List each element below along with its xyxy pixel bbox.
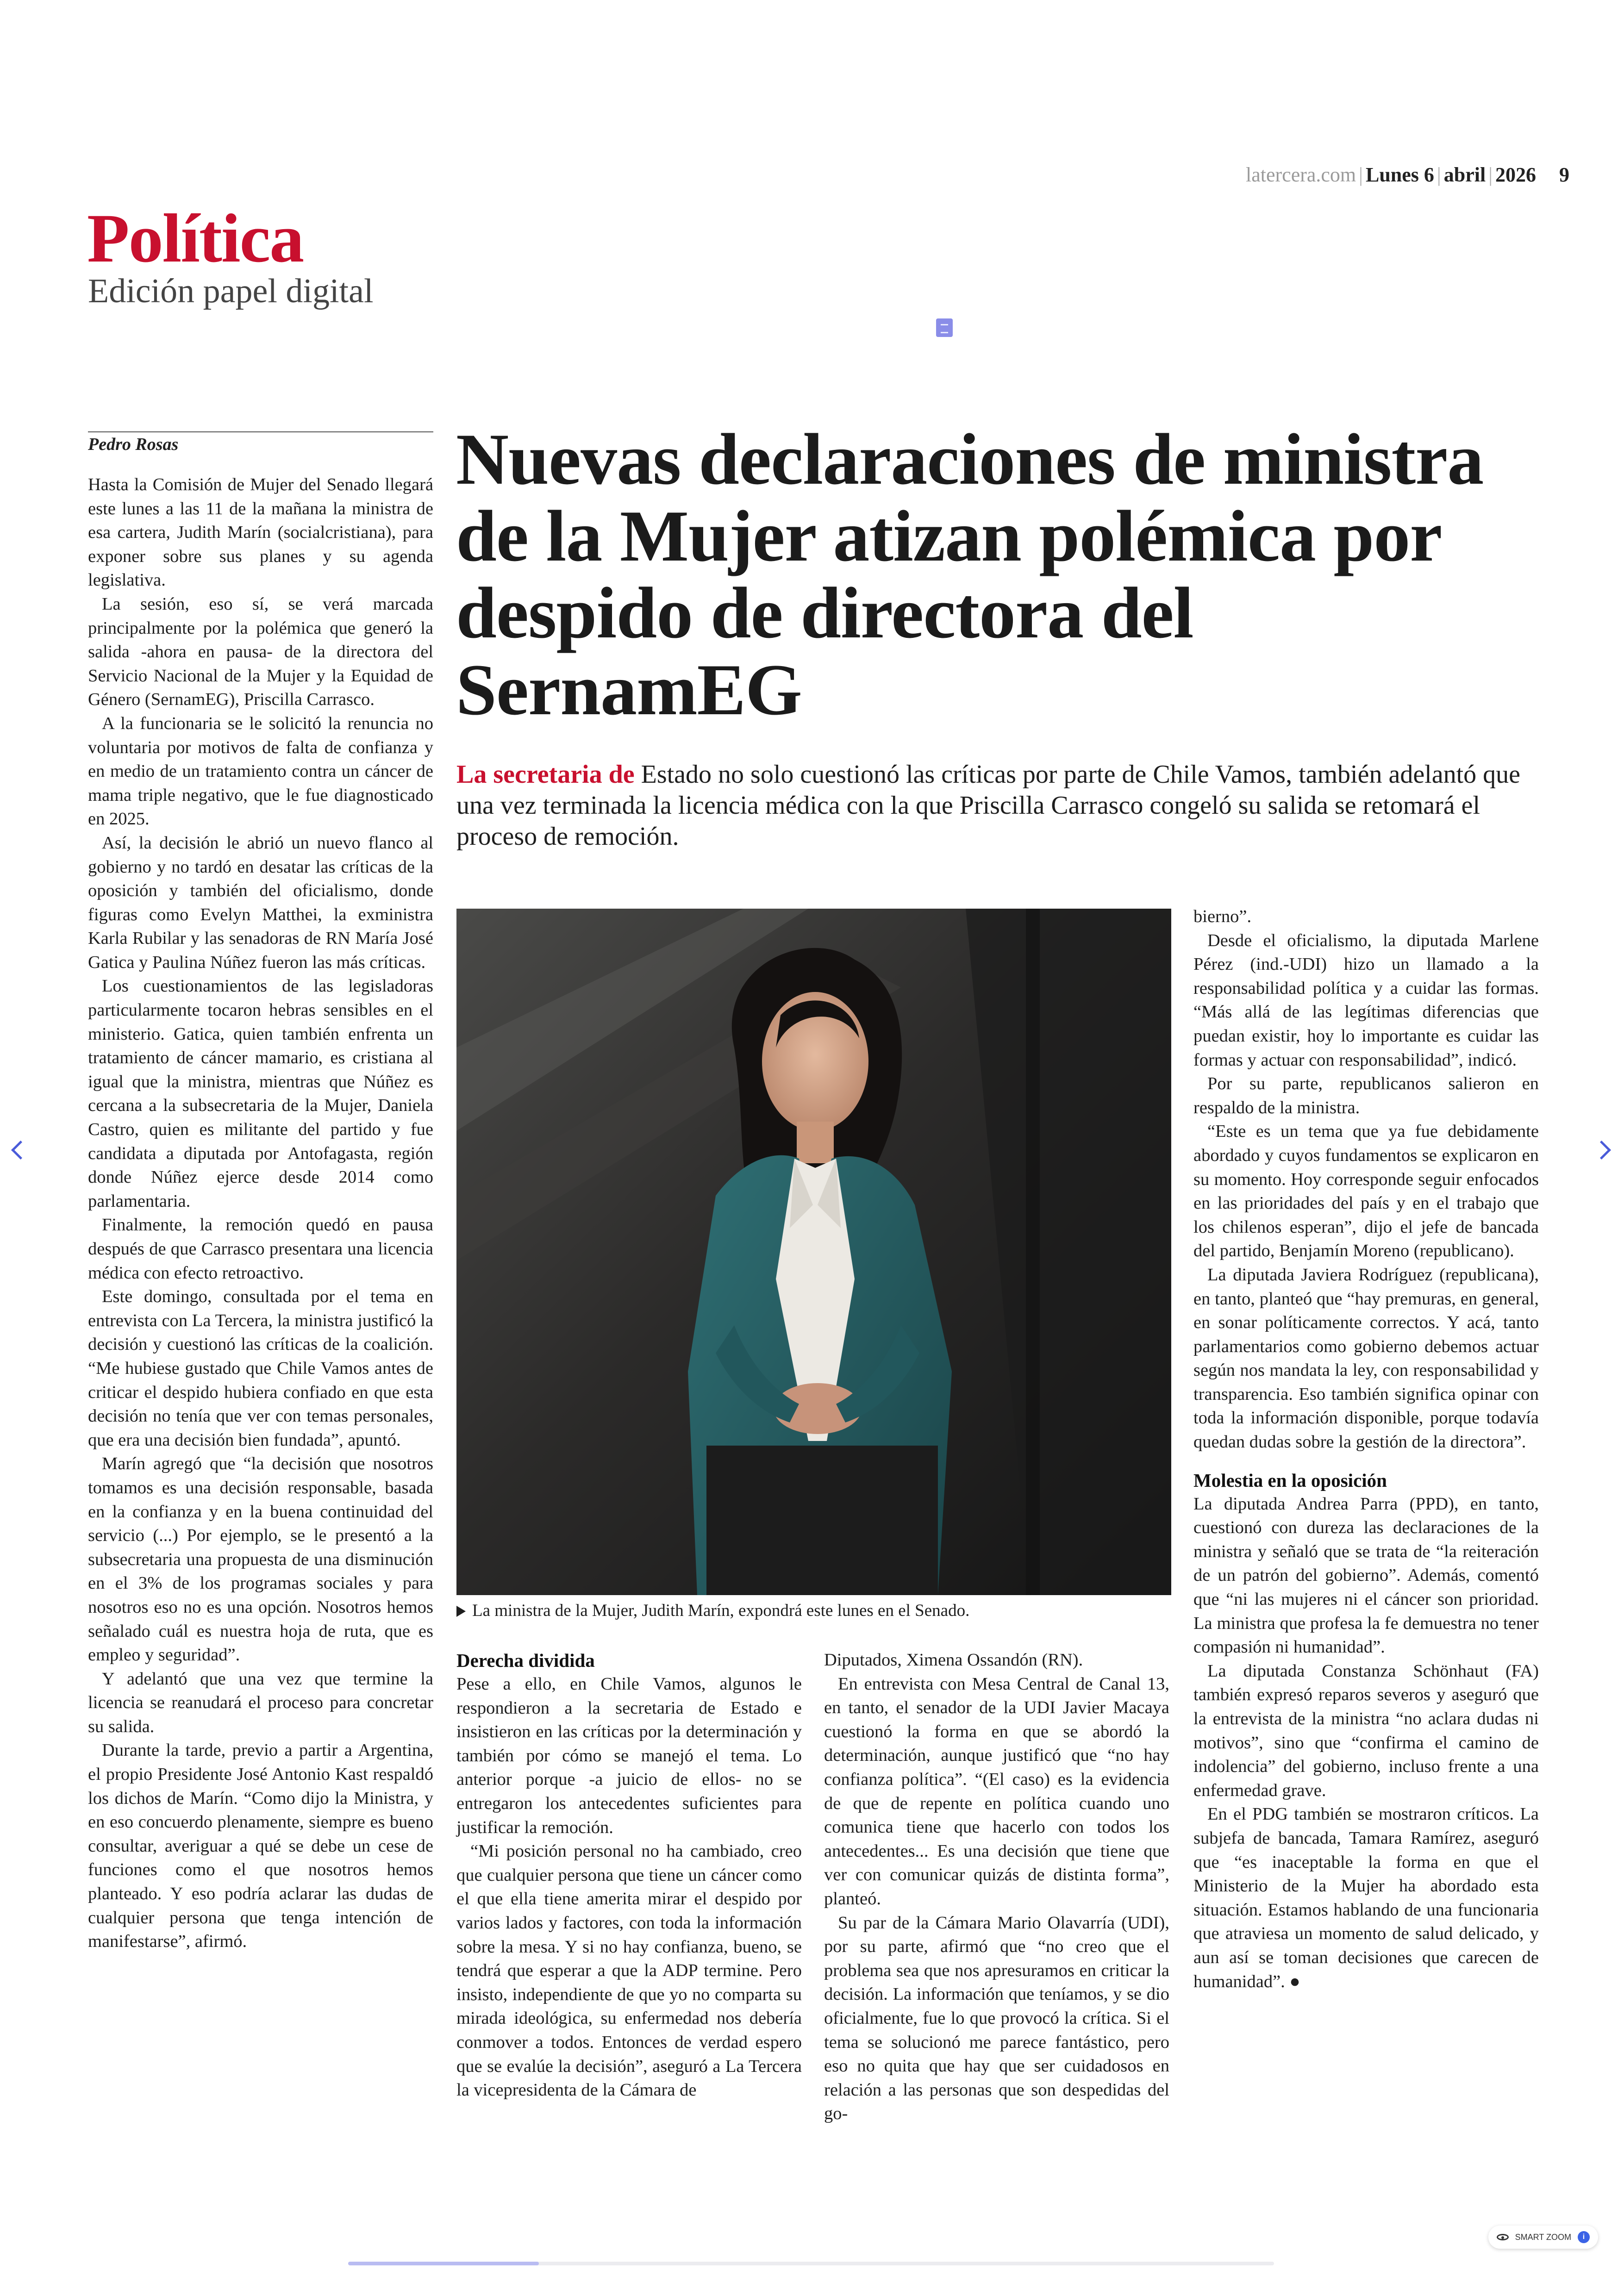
paragraph: Durante la tarde, previo a partir a Argentina, el propio Presidente José Antonio Kast respaldó los dichos de Marín. “Como dijo la Ministra, y en eso concuerdo plenamente, siempre es bueno consultar, averiguar a qué se debe un cese de funciones como el que nosotros hemos planteado. Y eso podría aclarar las dudas de cualquier persona que tenga intención de manifestarse”, afirmó. xyxy=(88,1740,433,1952)
paragraph: Este domingo, consultada por el tema en entrevista con La Tercera, la ministra justificó la decisión y cuestionó las críticas de la coalición. “Me hubiese gustado que Chile Vamos antes de criticar el despido hubiera confiado en que esta decisión no tenía que ver con temas personales, que era una decisión bien fundada”, apuntó. xyxy=(88,1287,433,1450)
paragraph: Los cuestionamientos de las legisladoras particularmente tocaron hebras sensibles en el ministerio. Gatica, quien también enfrenta un tratamiento de cáncer mamario, es cristiana al igual que la ministra, mientras que Núñez es cercana a la subsecretaria de la Mujer, Daniela Castro, quien es militante del partido y fue candidata a diputada por Antofagasta, región donde Núñez ejerce desde 2014 como parlamentaria. xyxy=(88,976,433,1211)
subheading-derecha-dividida: Derecha dividida xyxy=(456,1650,595,1671)
paragraph: “Mi posición personal no ha cambiado, creo que cualquier persona que tiene un cáncer como el que ella tiene amerita mirar el despido por varios lados y factores, con toda la información sobre la mesa. Y si no hay confianza, bueno, se tendrá que esperar a que la ADP termine. Pero insisto, independiente de que yo no comparta su mirada ideológica, su enfermedad nos debería conmover a todos. Entonces de verdad espero que se evalúe la decisión”, aseguró a La Tercera la vicepresidenta de la Cámara de xyxy=(456,1841,802,2100)
paragraph-text: En el PDG también se mostraron críticos. La subjefa de bancada, Tamara Ramírez, aseguró que “es inaceptable la forma en que el Ministerio de la Mujer ha abordado esta situación. Estamos hablando de una funcionaria que atraviesa un momento de salud delicado, y aun así se toman decisiones que carecen de humanidad”. xyxy=(1193,1804,1539,1991)
paragraph: Desde el oficialismo, la diputada Marlene Pérez (ind.-UDI) hizo un llamado a la responsabilidad política y a cuidar las formas. “Más allá de las legítimas diferencias que puedan existir, hoy lo importante es cuidar las formas y actuar con responsabilidad”, indicó. xyxy=(1193,930,1539,1070)
eye-icon xyxy=(1497,2234,1509,2240)
bookmark-icon[interactable] xyxy=(936,318,953,337)
next-page-icon[interactable] xyxy=(1592,1141,1611,1160)
paragraph: Hasta la Comisión de Mujer del Senado llegará este lunes a las 11 de la mañana la ministra de esa cartera, Judith Marín (socialcristiana), para exponer sobre sus planes y su agenda legislativa. xyxy=(88,475,433,590)
paragraph: Pese a ello, en Chile Vamos, algunos le respondieron a la secretaria de Estado e insistieron en las críticas por la determinación y también por cómo se manejó el tema. Lo anterior porque -a juicio de ellos- no se entregaron los antecedentes suficientes para justificar la remoción. xyxy=(456,1674,802,1837)
paragraph xyxy=(1193,1802,1539,1994)
paragraph: En entrevista con Mesa Central de Canal 13, en tanto, el senador de la UDI Javier Macaya cuestionó la forma en que se abordó la determinación, aunque justificó que “no hay confianza política”. “(El caso) es la evidencia de que de repente en política cuando uno comunica tiene que hacerlo con todos los antecedentes... Es una decisión que tiene que ver con comunicar quizás de distinta forma”, planteó. xyxy=(824,1674,1169,1908)
header-meta: latercera.com | Lunes 6 | abril | 2026 xyxy=(1246,163,1536,186)
previous-page-icon[interactable] xyxy=(11,1141,30,1160)
smart-zoom-label: SMART ZOOM xyxy=(1515,2232,1571,2242)
paragraph: Marín agregó que “la decisión que nosotros tomamos es una decisión responsable, basada en la confianza y en la buena continuidad del servicio (...) Por ejemplo, se le presentó a la subsecretaria una propuesta de una disminución en el 3% de los programas sociales y para nosotros eso no es una opción. Nosotros hemos señalado cuál es nuestra hoja de ruta, que es empleo y seguridad”. xyxy=(88,1454,433,1665)
end-mark-icon: ● xyxy=(1289,1971,1300,1991)
paragraph: La diputada Constanza Schönhaut (FA) también expresó reparos severos y aseguró que la entrevista de la ministra “no aclara dudas ni motivos”, sino que “confirma el camino de indolencia” del gobierno, incluso frente a una enfermedad grave. xyxy=(1193,1661,1539,1800)
section-subtitle: Edición papel digital xyxy=(88,272,374,310)
deck xyxy=(456,759,1540,852)
header-day: Lunes 6 xyxy=(1365,163,1434,186)
photo-caption xyxy=(456,1601,1171,1621)
smart-zoom-button[interactable] xyxy=(1488,2226,1598,2249)
page-number: 9 xyxy=(1559,163,1569,186)
paragraph: A la funcionaria se le solicitó la renuncia no voluntaria por motivos de falta de confianza y en medio de un tratamiento contra un cáncer de mama triple negativo, que le fue diagnosticado en 2025. xyxy=(88,713,433,829)
caption-text: La ministra de la Mujer, Judith Marín, expondrá este lunes en el Senado. xyxy=(472,1601,970,1620)
deck-text: Estado no solo cuestionó las críticas por parte de Chile Vamos, también adelantó que una vez terminada la licencia médica con la que Priscilla Carrasco congeló su salida se retomará el proceso de remoción. xyxy=(456,760,1521,851)
caption-arrow-icon xyxy=(456,1606,466,1617)
site-name[interactable]: latercera.com xyxy=(1246,163,1356,186)
paragraph: Así, la decisión le abrió un nuevo flanco al gobierno y no tardó en desatar las críticas de la oposición y también del oficialismo, donde figuras como Evelyn Matthei, la exministra Karla Rubilar y las senadoras de RN María José Gatica y Paulina Núñez fueron las más críticas. xyxy=(88,833,433,972)
minister-portrait xyxy=(456,909,1171,1595)
headline: Nuevas declaraciones de ministra de la Mujer atizan polémica por despido de directora del SernamEG xyxy=(456,419,1484,730)
paragraph: “Este es un tema que ya fue debidamente abordado y cuyos fundamentos se explicaron en su momento. Hoy corresponde seguir enfocados en las prioridades del país y en el trabajo que los chilenos esperan”, dijo el jefe de bancada del partido, Benjamín Moreno (republicano). xyxy=(1193,1122,1539,1261)
byline-rule xyxy=(88,431,433,432)
column-2 xyxy=(456,1648,802,2102)
byline: Pedro Rosas xyxy=(88,435,179,454)
paragraph: Su par de la Cámara Mario Olavarría (UDI), por su parte, afirmó que “no creo que el problema sea que nos apresuramos en criticar la decisión. La información que teníamos, y se dio oficialmente, fue lo que provocó la crítica. Si el tema se solucionó me parece fantástico, pero eso no quita que hay que ser cuidadosos en relación a las personas que son despedidas del go- xyxy=(824,1913,1169,2124)
page-scroll-thumb[interactable] xyxy=(348,2262,539,2265)
paragraph: Diputados, Ximena Ossandón (RN). xyxy=(824,1650,1083,1670)
column-4 xyxy=(1193,905,1539,1994)
paragraph: Finalmente, la remoción quedó en pausa después de que Carrasco presentara una licencia médica con efecto retroactivo. xyxy=(88,1215,433,1283)
paragraph: bierno”. xyxy=(1193,907,1252,926)
deck-lead: La secretaria de xyxy=(456,760,635,789)
paragraph: Y adelantó que una vez que termine la licencia se reanudará el proceso para concretar su salida. xyxy=(88,1669,433,1736)
header-month: abril xyxy=(1443,163,1486,186)
column-3 xyxy=(824,1648,1169,2126)
section-title: Política xyxy=(87,200,304,277)
article-photo xyxy=(456,909,1171,1595)
subheading-molestia-oposicion: Molestia en la oposición xyxy=(1193,1469,1387,1491)
header-year: 2026 xyxy=(1495,163,1536,186)
paragraph: Por su parte, republicanos salieron en respaldo de la ministra. xyxy=(1193,1074,1539,1117)
column-1 xyxy=(88,473,433,1954)
paragraph: La sesión, eso sí, se verá marcada principalmente por la polémica que generó la salida -ahora en pausa- de la directora del Servicio Nacional de la Mujer y la Equidad de Género (SernamEG), Priscilla Carrasco. xyxy=(88,594,433,710)
paragraph: La diputada Javiera Rodríguez (republicana), en tanto, planteó que “hay premuras, en general, en sonar políticamente correctos. Y acá, tanto parlamentarios como gobierno debemos actuar según nos mandata la ley, con responsabilidad y transparencia. Eso también significa opinar con toda la información disponible, porque todavía quedan dudas sobre la gestión de la directora”. xyxy=(1193,1265,1539,1452)
info-icon[interactable]: i xyxy=(1578,2231,1590,2243)
paragraph: La diputada Andrea Parra (PPD), en tanto, cuestionó con dureza las declaraciones de la ministra y señaló que se trata de “la reiteración de un patrón del gobierno”. Además, comentó que “ni las mujeres ni el cáncer son prioridad. La ministra que profesa la fe demuestra no tener compasión ni humanidad”. xyxy=(1193,1494,1539,1657)
